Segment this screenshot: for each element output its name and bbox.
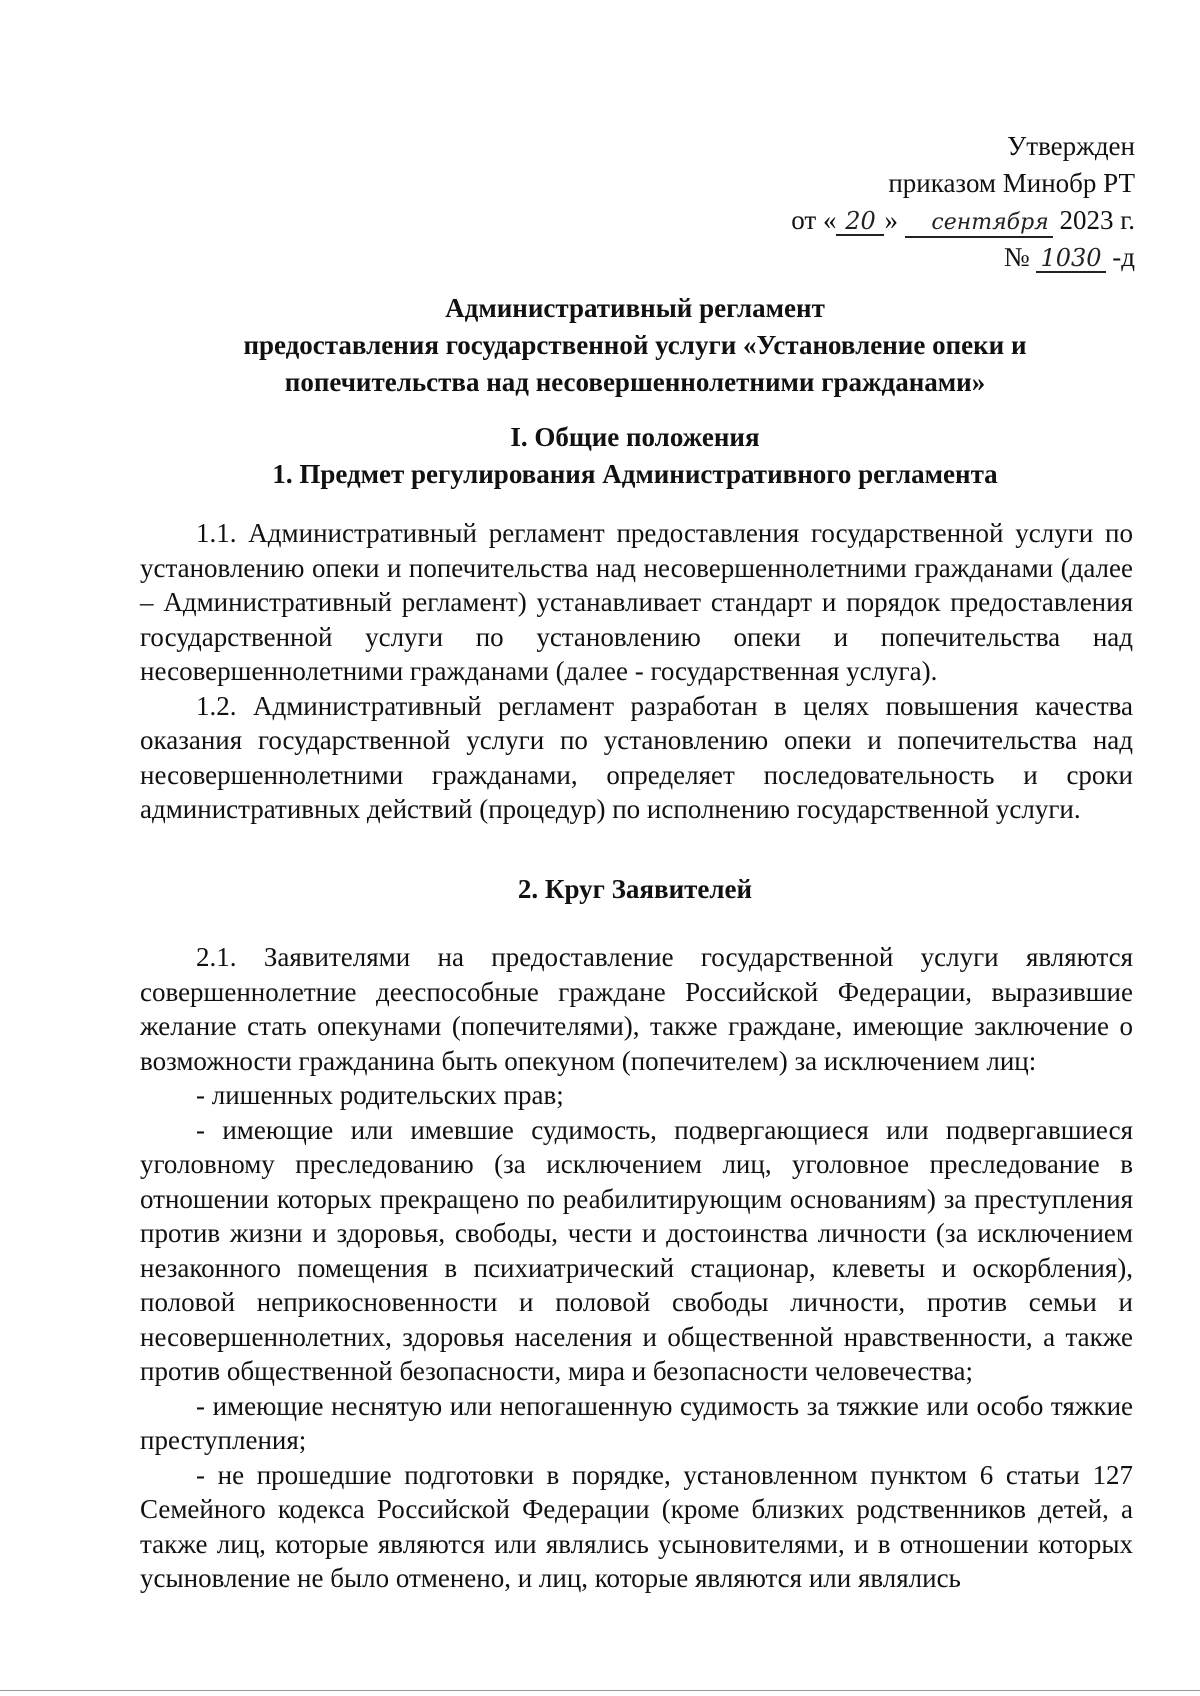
section-1-subtitle: 1. Предмет регулирования Административного регламента <box>272 459 998 489</box>
approval-stamp-block <box>791 128 1135 276</box>
handwritten-day: 20 <box>836 208 884 236</box>
date-separator: » <box>884 205 898 235</box>
number-suffix: -д <box>1112 242 1135 272</box>
section-2-heading: 2. Круг Заявителей <box>517 874 753 904</box>
title-line-2: предоставления государственной услуги «Установление опеки и <box>243 330 1027 360</box>
title-line-1: Административный регламент <box>445 293 825 323</box>
approval-order-authority: приказом Минобр РТ <box>888 168 1135 198</box>
approval-date <box>791 202 1135 239</box>
handwritten-month: сентября <box>905 210 1053 238</box>
document-title <box>140 290 1130 401</box>
date-prefix: от « <box>791 205 837 235</box>
section-1-body <box>140 516 1133 827</box>
list-item-unexpunged-conviction: - имеющие неснятую или непогашенную судимость за тяжкие или особо тяжкие преступления; <box>140 1390 1133 1455</box>
handwritten-number: 1030 <box>1036 245 1105 273</box>
list-item-deprived-rights: - лишенных родительских прав; <box>196 1080 564 1110</box>
section-1-heading <box>140 419 1130 493</box>
section-1-title: I. Общие положения <box>510 422 760 452</box>
title-line-3: попечительства над несовершеннолетними гражданами» <box>284 367 986 397</box>
list-item-no-training: - не прошедшие подготовки в порядке, установленном пунктом 6 статьи 127 Семейного кодекса Российской Федерации (кроме близких родственников детей, а также лиц, которые являются или являлись усыновителями, и в отношении которых усыновление не было отменено, и лиц, которые являются или являлись <box>140 1459 1133 1593</box>
date-year: 2023 г. <box>1059 205 1135 235</box>
approval-number <box>791 239 1135 276</box>
paragraph-1-2: 1.2. Административный регламент разработан в целях повышения качества оказания государственной услуги по установлению опеки и попечительства над несовершеннолетними гражданами, определяет последовательность и сроки административных действий (процедур) по исполнению государственной услуги. <box>140 690 1133 824</box>
list-item-criminal-record: - имеющие или имевшие судимость, подвергающиеся или подвергавшиеся уголовному преследованию (за исключением лиц, уголовное преследование в отношении которых прекращено по реабилитирующим основаниям) за преступления против жизни и здоровья, свободы, чести и достоинства личности (за исключением незаконного помещения в психиатрический стационар, клеветы и оскорбления), половой неприкосновенности и половой свободы личности, против семьи и несовершеннолетних, здоровья населения и общественной нравственности, а также против общественной безопасности, мира и безопасности человечества; <box>140 1114 1133 1386</box>
paragraph-1-1: 1.1. Административный регламент предоставления государственной услуги по установлению опеки и попечительства над несовершеннолетними гражданами (далее – Административный регламент) устанавливает стандарт и порядок предоставления государственной услуги по установлению опеки и попечительства над несовершеннолетними гражданами (далее - государственная услуга). <box>140 518 1133 686</box>
approval-status: Утвержден <box>1007 131 1135 161</box>
number-prefix: № <box>1003 242 1030 272</box>
page-bottom-divider <box>0 1690 1200 1691</box>
section-2-body <box>140 940 1133 1596</box>
paragraph-2-1: 2.1. Заявителями на предоставление государственной услуги являются совершеннолетние дееспособные граждане Российской Федерации, выразившие желание стать опекунами (попечителями), также граждане, имеющие заключение о возможности гражданина быть опекуном (попечителем) за исключением лиц: <box>140 942 1133 1076</box>
